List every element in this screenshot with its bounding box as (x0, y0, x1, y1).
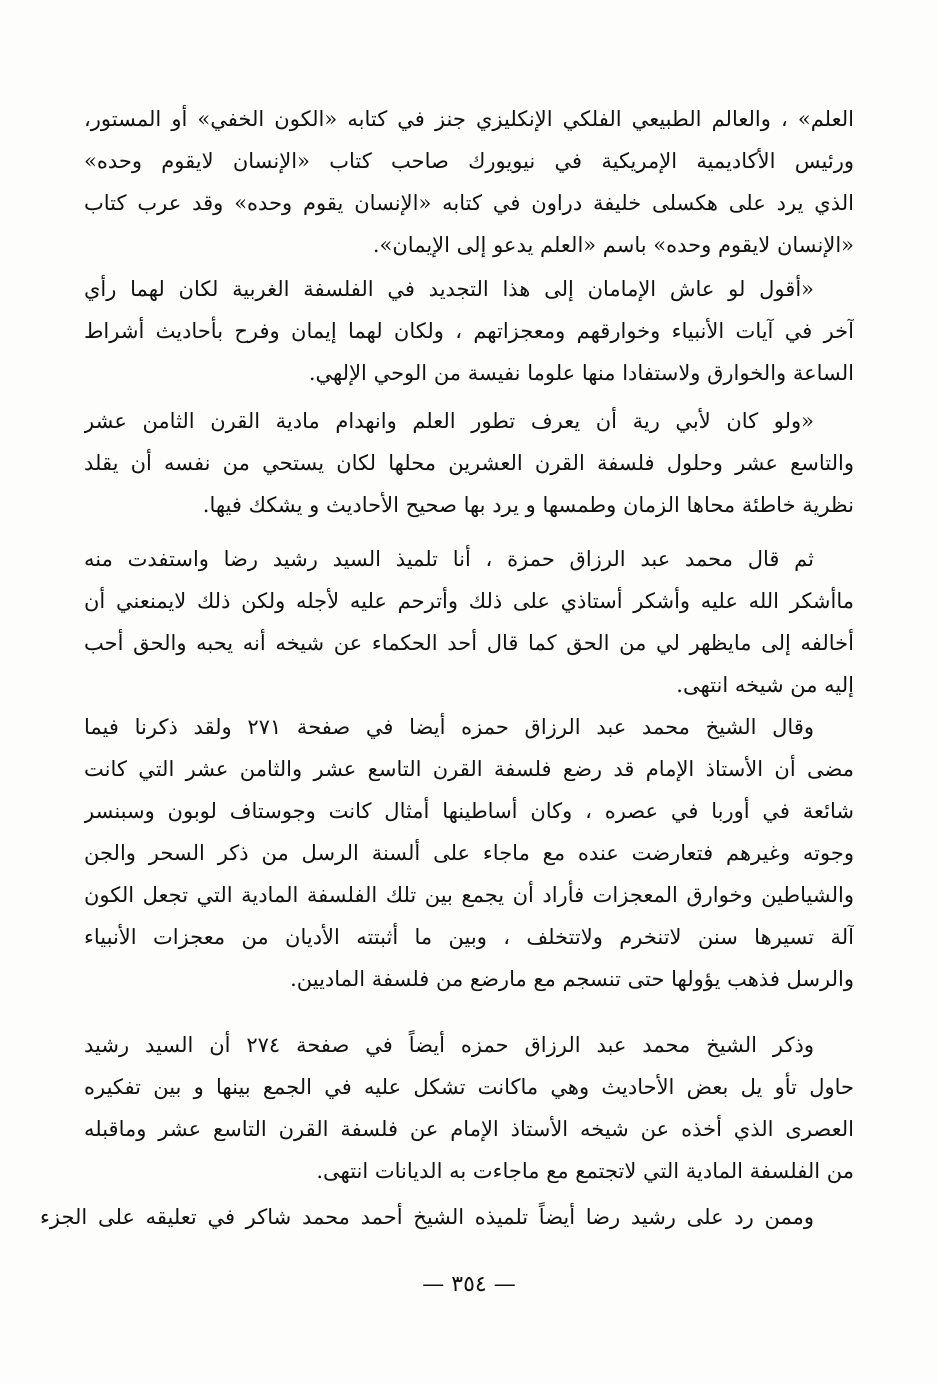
text-line: مضى أن الأستاذ الإمام قد رضع فلسفة القرن التاسع عشر والثامن عشر التي كانت (84, 757, 854, 781)
text-line: «الإنسان لايقوم وحده» باسم «العلم يدعو إلى الإيمان». (372, 233, 854, 257)
text-line: ورئيس الأكاديمية الإمريكية في نيويورك صاحب كتاب «الإنسان لايقوم وحده» (84, 149, 854, 173)
paragraph-7 (40, 1196, 854, 1238)
text-line: والشياطين وخوارق المعجزات فأراد أن يجمع بين تلك الفلسفة المادية التي تجعل الكون (84, 883, 854, 907)
text-line: وممن رد على رشيد رضا أيضاً تلميذه الشيخ أحمد محمد شاكر في تعليقه على الجزء (40, 1205, 814, 1229)
text-line: ماأشكر الله عليه وأشكر أستاذي على ذلك وأترحم عليه لأجله ولكن ذلك لايمنعني أن (84, 589, 854, 613)
text-line: والرسل فذهب يؤولها حتى تنسجم مع مارضع من فلسفة الماديين. (290, 967, 854, 991)
text-line: العصرى الذي أخذه عن شيخه الأستاذ الإمام عن فلسفة القرن التاسع عشر وماقبله (84, 1117, 854, 1141)
page-number: — ٣٥٤ — (422, 1272, 516, 1297)
text-line: إليه من شيخه انتهى. (676, 673, 854, 697)
text-line: الساعة والخوارق ولاستفادا منها علوما نفيسة من الوحي الإلهي. (308, 361, 854, 385)
text-line: حاول تأو يل بعض الأحاديث وهي ماكانت تشكل عليه في الجمع بينها و بين تفكيره (84, 1075, 854, 1099)
text-line: آلة تسيرها سنن لاتنخرم ولاتتخلف ، وبين ما أثبتته الأديان من معجزات الأنبياء (84, 925, 854, 949)
text-line: وقال الشيخ محمد عبد الرزاق حمزه أيضا في صفحة ٢٧١ ولقد ذكرنا فيما (84, 715, 814, 739)
paragraph-3 (84, 400, 854, 526)
text-line: الذي يرد على هكسلى خليفة دراون في كتابه «الإنسان يقوم وحده» وقد عرب كتاب (84, 191, 854, 215)
paragraph-6 (84, 1024, 854, 1192)
text-line: العلم» ، والعالم الطبيعي الفلكي الإنكليزي جنز في كتابه «الكون الخفي» أو المستور، (84, 107, 854, 131)
text-line: من الفلسفة المادية التي لاتجتمع مع ماجاءت به الديانات انتهى. (316, 1159, 854, 1183)
text-line: شائعة في أوربا في عصره ، وكان أساطينها أمثال كانت وجوستاف لوبون وسبنسر (84, 799, 854, 823)
text-line: ثم قال محمد عبد الرزاق حمزة ، أنا تلميذ السيد رشيد رضا واستفدت منه (84, 547, 814, 571)
text-line: آخر في آيات الأنبياء وخوارقهم ومعجزاتهم ، ولكان لهما إيمان وفرح بأحاديث أشراط (84, 319, 854, 343)
text-line: وذكر الشيخ محمد عبد الرزاق حمزه أيضاً في صفحة ٢٧٤ أن السيد رشيد (84, 1033, 814, 1057)
text-line: «ولو كان لأبي رية أن يعرف تطور العلم وانهدام مادية القرن الثامن عشر (84, 409, 814, 433)
text-line: أخالفه إلى مايظهر لي من الحق كما قال أحد الحكماء عن شيخه أنه يحبه والحق أحب (84, 631, 854, 655)
paragraph-5 (84, 706, 854, 1000)
text-line: والتاسع عشر وحلول فلسفة القرن العشرين محلها لكان يستحي من نفسه أن يقلد (84, 451, 854, 475)
paragraph-1 (84, 98, 854, 266)
paragraph-2 (84, 268, 854, 394)
text-line: نظرية خاطئة محاها الزمان وطمسها و يرد بها صحيح الأحاديث و يشكك فيها. (202, 493, 854, 517)
text-line: وجوته وغيرهم فتعارضت عنده مع ماجاء على ألسنة الرسل من ذكر السحر والجن (84, 841, 854, 865)
paragraph-4 (84, 538, 854, 706)
text-line: «أقول لو عاش الإمامان إلى هذا التجديد في الفلسفة الغربية لكان لهما رأي (84, 277, 814, 301)
